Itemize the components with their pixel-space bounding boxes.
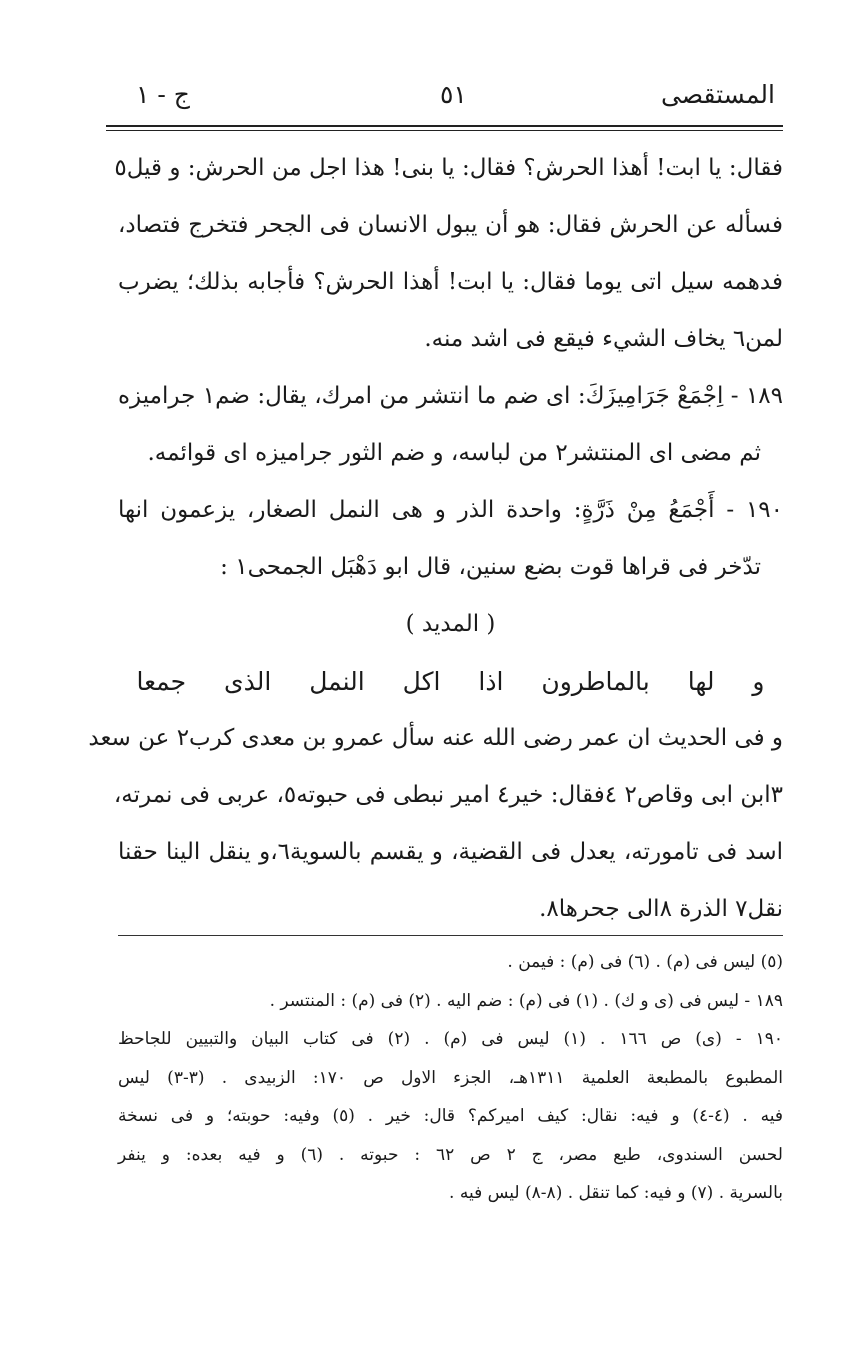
running-title: المستقصى xyxy=(660,80,775,109)
footnote-line: فيه . (٤-٤) و فيه: نقال: كيف اميركم؟ قال: خير . (٥) وفيه: حوبته؛ و فى نسخة xyxy=(118,1106,783,1126)
footnotes xyxy=(118,943,783,1213)
footnote-line: ١٩٠ - (ى) ص ١٦٦ . (١) ليس فى (م) . (٢) فى كتاب البيان والتبيين للجاحظ xyxy=(118,1029,783,1049)
header-rule-thick xyxy=(106,125,783,127)
footnote-rule xyxy=(118,935,783,936)
text-line: فقال: يا ابت! أهذا الحرش؟ فقال: يا بنى! هذا اجل من الحرش: و قيل٥ xyxy=(114,155,783,181)
entry-189-line: ١٨٩ - اِجْمَعْ جَرَامِيزَكَ: اى ضم ما انتشر من امرك، يقال: ضم١ جراميزه xyxy=(118,383,783,409)
footnote-line: ١٨٩ - ليس فى (ى و ك) . (١) فى (م) : ضم اليه . (٢) فى (م) : المنتسر . xyxy=(269,990,783,1011)
text-line: ٣ابن ابى وقاص٢ ٤فقال: خير٤ امير نبطى فى حبوته٥، عربى فى نمرته، xyxy=(113,782,783,808)
header-rule-thin xyxy=(106,130,783,131)
volume-label: ج - ١ xyxy=(136,80,190,109)
entry-190-line: ١٩٠ - أَجْمَعُ مِنْ ذَرَّةٍ: واحدة الذر و هى النمل الصغار، يزعمون انها xyxy=(118,497,783,523)
text-line: ثم مضى اى المنتشر٢ من لباسه، و ضم الثور جراميزه اى قوائمه. xyxy=(147,440,761,466)
text-line: تدّخر فى قراها قوت بضع سنين، قال ابو دَهْبَل الجمحى١ : xyxy=(220,554,761,580)
text-line: فسأله عن الحرش فقال: هو أن يبول الانسان فى الجحر فتخرج فتصاد، xyxy=(118,212,783,238)
main-text xyxy=(88,140,783,938)
text-line: لمن٦ يخاف الشيء فيقع فى اشد منه. xyxy=(424,326,783,352)
text-line: و فى الحديث ان عمر رضى الله عنه سأل عمرو بن معدى كرب٢ عن سعد xyxy=(88,725,783,751)
footnote-line: بالسرية . (٧) و فيه: كما تنقل . (٨-٨) ليس فيه . xyxy=(449,1183,783,1203)
meter-label: ( المديد ) xyxy=(405,611,496,637)
footnote-line: لحسن السندوى، طبع مصر، ج ٢ ص ٦٢ : حبوته . (٦) و فيه بعده: و ينفر xyxy=(118,1144,783,1165)
text-line: نقل٧ الذرة ٨الى جحرها٨. xyxy=(539,896,783,922)
footnote-line: (٥) ليس فى (م) . (٦) فى (م) : فيمن . xyxy=(507,952,783,972)
page-number: ٥١ xyxy=(440,80,467,109)
text-line: اسد فى تامورته، يعدل فى القضية، و يقسم بالسوية٦،و ينقل الينا حقنا xyxy=(118,839,783,865)
footnote-line: المطبوع بالمطبعة العلمية ١٣١١هـ، الجزء الاول ص ١٧٠: الزبيدى . (٣-٣) ليس xyxy=(118,1067,783,1088)
page-header xyxy=(130,72,775,118)
verse-line: و لها بالماطرون اذا اكل النمل الذى جمعا xyxy=(136,667,765,696)
text-line: فدهمه سيل اتى يوما فقال: يا ابت! أهذا الحرش؟ فأجابه بذلك؛ يضرب xyxy=(118,269,783,295)
